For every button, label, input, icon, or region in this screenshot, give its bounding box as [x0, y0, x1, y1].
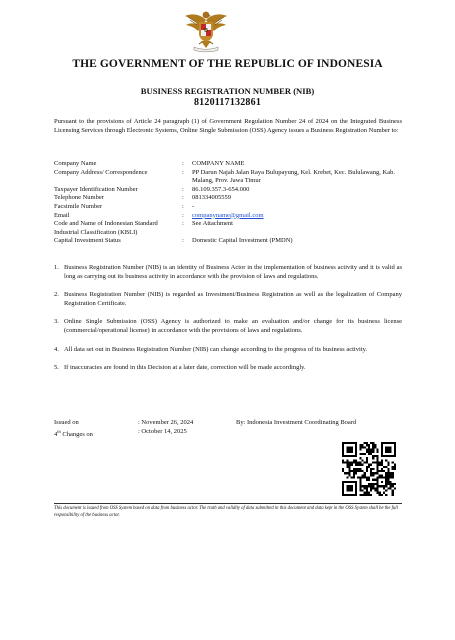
document-title: BUSINESS REGISTRATION NUMBER (NIB) [140, 86, 315, 96]
info-colon: : [182, 194, 184, 202]
intro-paragraph: Pursuant to the provisions of Article 24 paragraph (1) of Government Regulation Number 24 of 2024 on the Integrated Business Licensing Services through Electronic Systems, Online Single Submission (OSS) Agency issues a Business Registration Number to: [54, 118, 402, 134]
qr-code-icon [342, 442, 396, 496]
change-date: : October 14, 2025 [138, 428, 187, 436]
garuda-emblem-icon [182, 6, 230, 54]
info-value: - [192, 202, 195, 210]
change-ordinal-suffix: th [57, 429, 61, 435]
info-value: 86.109.357.3-654.000 [192, 185, 250, 193]
info-row-kbli [54, 220, 404, 237]
info-colon: : [182, 168, 184, 176]
change-row [54, 427, 404, 440]
info-value: See Attachment [192, 220, 233, 228]
info-label: Taxpayer Identification Number [54, 185, 138, 193]
clause-text: Online Single Submission (OSS) Agency is authorized to make an evaluation and/or change for its business license (commercial/operational license) in accordance with the provisions of laws and regulations. [64, 318, 402, 334]
change-label-text: Changes on [60, 431, 93, 439]
info-label: Company Name [54, 160, 97, 167]
issuer-text: By: Indonesia Investment Coordinating Board [236, 419, 357, 426]
info-value: Domestic Capital Investment (PMDN) [192, 237, 293, 245]
clause-text: Business Registration Number (NIB) is regarded as Investment/Business Registration as well as the legalization of Company Registration Certificate. [64, 291, 402, 307]
info-colon: : [182, 185, 184, 193]
change-label [54, 427, 138, 440]
clause-text: All data set out in Business Registration Number (NIB) can change according to the progress of its business activity. [64, 345, 368, 353]
email-link[interactable]: companyname@gmail.com [192, 211, 264, 219]
info-label: Company Address/ Correspondence [54, 168, 148, 176]
change-ordinal: 4 [54, 431, 58, 439]
info-label: Capital Investment Status [54, 237, 121, 245]
info-row-telephone [54, 194, 404, 203]
info-row-facsimile [54, 203, 404, 212]
info-colon: : [182, 237, 184, 245]
clause-item [54, 291, 402, 308]
info-value: PP Darun Najah Jalan Raya Bulupayung, Kel. Krebet, Kec. Bululawang, Kab. Malang, Prov. Jawa Timur [192, 168, 396, 185]
clause-item [54, 346, 402, 355]
nib-number: 8120117132861 [193, 97, 262, 108]
issued-date: : November 26, 2024 [138, 419, 194, 426]
info-row-investment-status [54, 237, 404, 246]
clause-item [54, 364, 402, 373]
info-row-taxpayer-id [54, 186, 404, 195]
info-row-email [54, 212, 404, 221]
clause-item [54, 264, 402, 281]
government-title: THE GOVERNMENT OF THE REPUBLIC OF INDONESIA [72, 58, 383, 70]
info-label: Telephone Number [54, 194, 104, 202]
clause-text: Business Registration Number (NIB) is an identity of Business Actor in the implementation of business activity and it is valid as long as carrying out its business activity in accordance with the provision of laws and regulations. [64, 264, 402, 280]
issued-row [54, 418, 404, 427]
dates-block [54, 418, 404, 440]
info-label: Code and Name of Indonesian Standard Industrial Classification (KBLI) [54, 220, 158, 236]
info-row-company-name [54, 160, 404, 169]
clause-text: If inaccuracies are found in this Decision at a later date, correction will be made accordingly. [64, 364, 306, 372]
info-colon: : [182, 160, 184, 167]
info-value: 081334005559 [192, 194, 231, 202]
info-value: COMPANY NAME [192, 160, 245, 167]
clause-number: 2. [54, 291, 59, 299]
info-colon: : [182, 220, 184, 228]
company-info-table [54, 160, 404, 246]
info-colon: : [182, 211, 184, 219]
clause-number: 4. [54, 345, 59, 353]
clause-number: 1. [54, 264, 59, 271]
info-label: Email [54, 211, 70, 219]
clauses-list [54, 264, 402, 383]
issued-label: Issued on [54, 419, 79, 426]
footer-note: This document is issued from OSS System based on data from business actor. The truth and validity of data submitted in this document and data kept in the OSS System shall be the full responsibility of the business actor. [54, 503, 402, 519]
info-row-address [54, 169, 404, 186]
clause-number: 3. [54, 318, 59, 326]
clause-item [54, 318, 402, 335]
clause-number: 5. [54, 364, 59, 372]
info-colon: : [182, 202, 184, 210]
info-label: Facsimile Number [54, 202, 103, 210]
